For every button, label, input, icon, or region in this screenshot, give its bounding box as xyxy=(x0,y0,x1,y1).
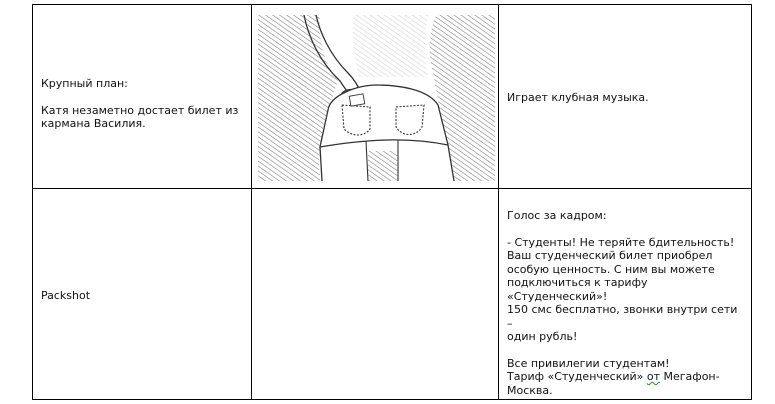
voiceover-line-4: подключиться к тарифу «Студенческий»! xyxy=(507,276,648,303)
row1-right-cell xyxy=(499,91,753,105)
voiceover-heading: Голос за кадром: xyxy=(507,209,607,222)
row2-left-cell xyxy=(33,289,251,303)
line8-suffix: Мегафон- xyxy=(660,370,720,383)
row1-left-cell xyxy=(33,77,251,131)
packshot-label: Packshot xyxy=(41,289,91,302)
spellcheck-underlined-word: от xyxy=(646,370,661,383)
closeup-text-line1: Катя незаметно достает билет из xyxy=(41,103,239,117)
closeup-text-line2: кармана Василия. xyxy=(41,117,146,130)
voiceover-line-1: - Студенты! Не теряйте бдительность! xyxy=(507,235,735,249)
sketch-hand-pocket-icon xyxy=(258,15,495,181)
row2-middle-cell xyxy=(252,189,498,400)
storyboard-table xyxy=(32,4,752,400)
voiceover-line-6: один рубль! xyxy=(507,330,578,343)
music-note-text: Играет клубная музыка. xyxy=(507,91,649,104)
row2-right-cell xyxy=(499,209,753,397)
voiceover-line-3: особую ценность. С ним вы можете xyxy=(507,262,715,276)
voiceover-line-8 xyxy=(507,370,745,384)
voiceover-line-7: Все привилегии студентам! xyxy=(507,356,670,370)
closeup-heading: Крупный план: xyxy=(41,77,128,90)
voiceover-line-2: Ваш студенческий билет приобрел xyxy=(507,249,713,262)
voiceover-line-5: 150 смс бесплатно, звонки внутри сети – xyxy=(507,303,738,330)
line8-prefix: Тариф «Студенческий» xyxy=(507,370,647,383)
voiceover-line-9: Москва. xyxy=(507,383,553,397)
